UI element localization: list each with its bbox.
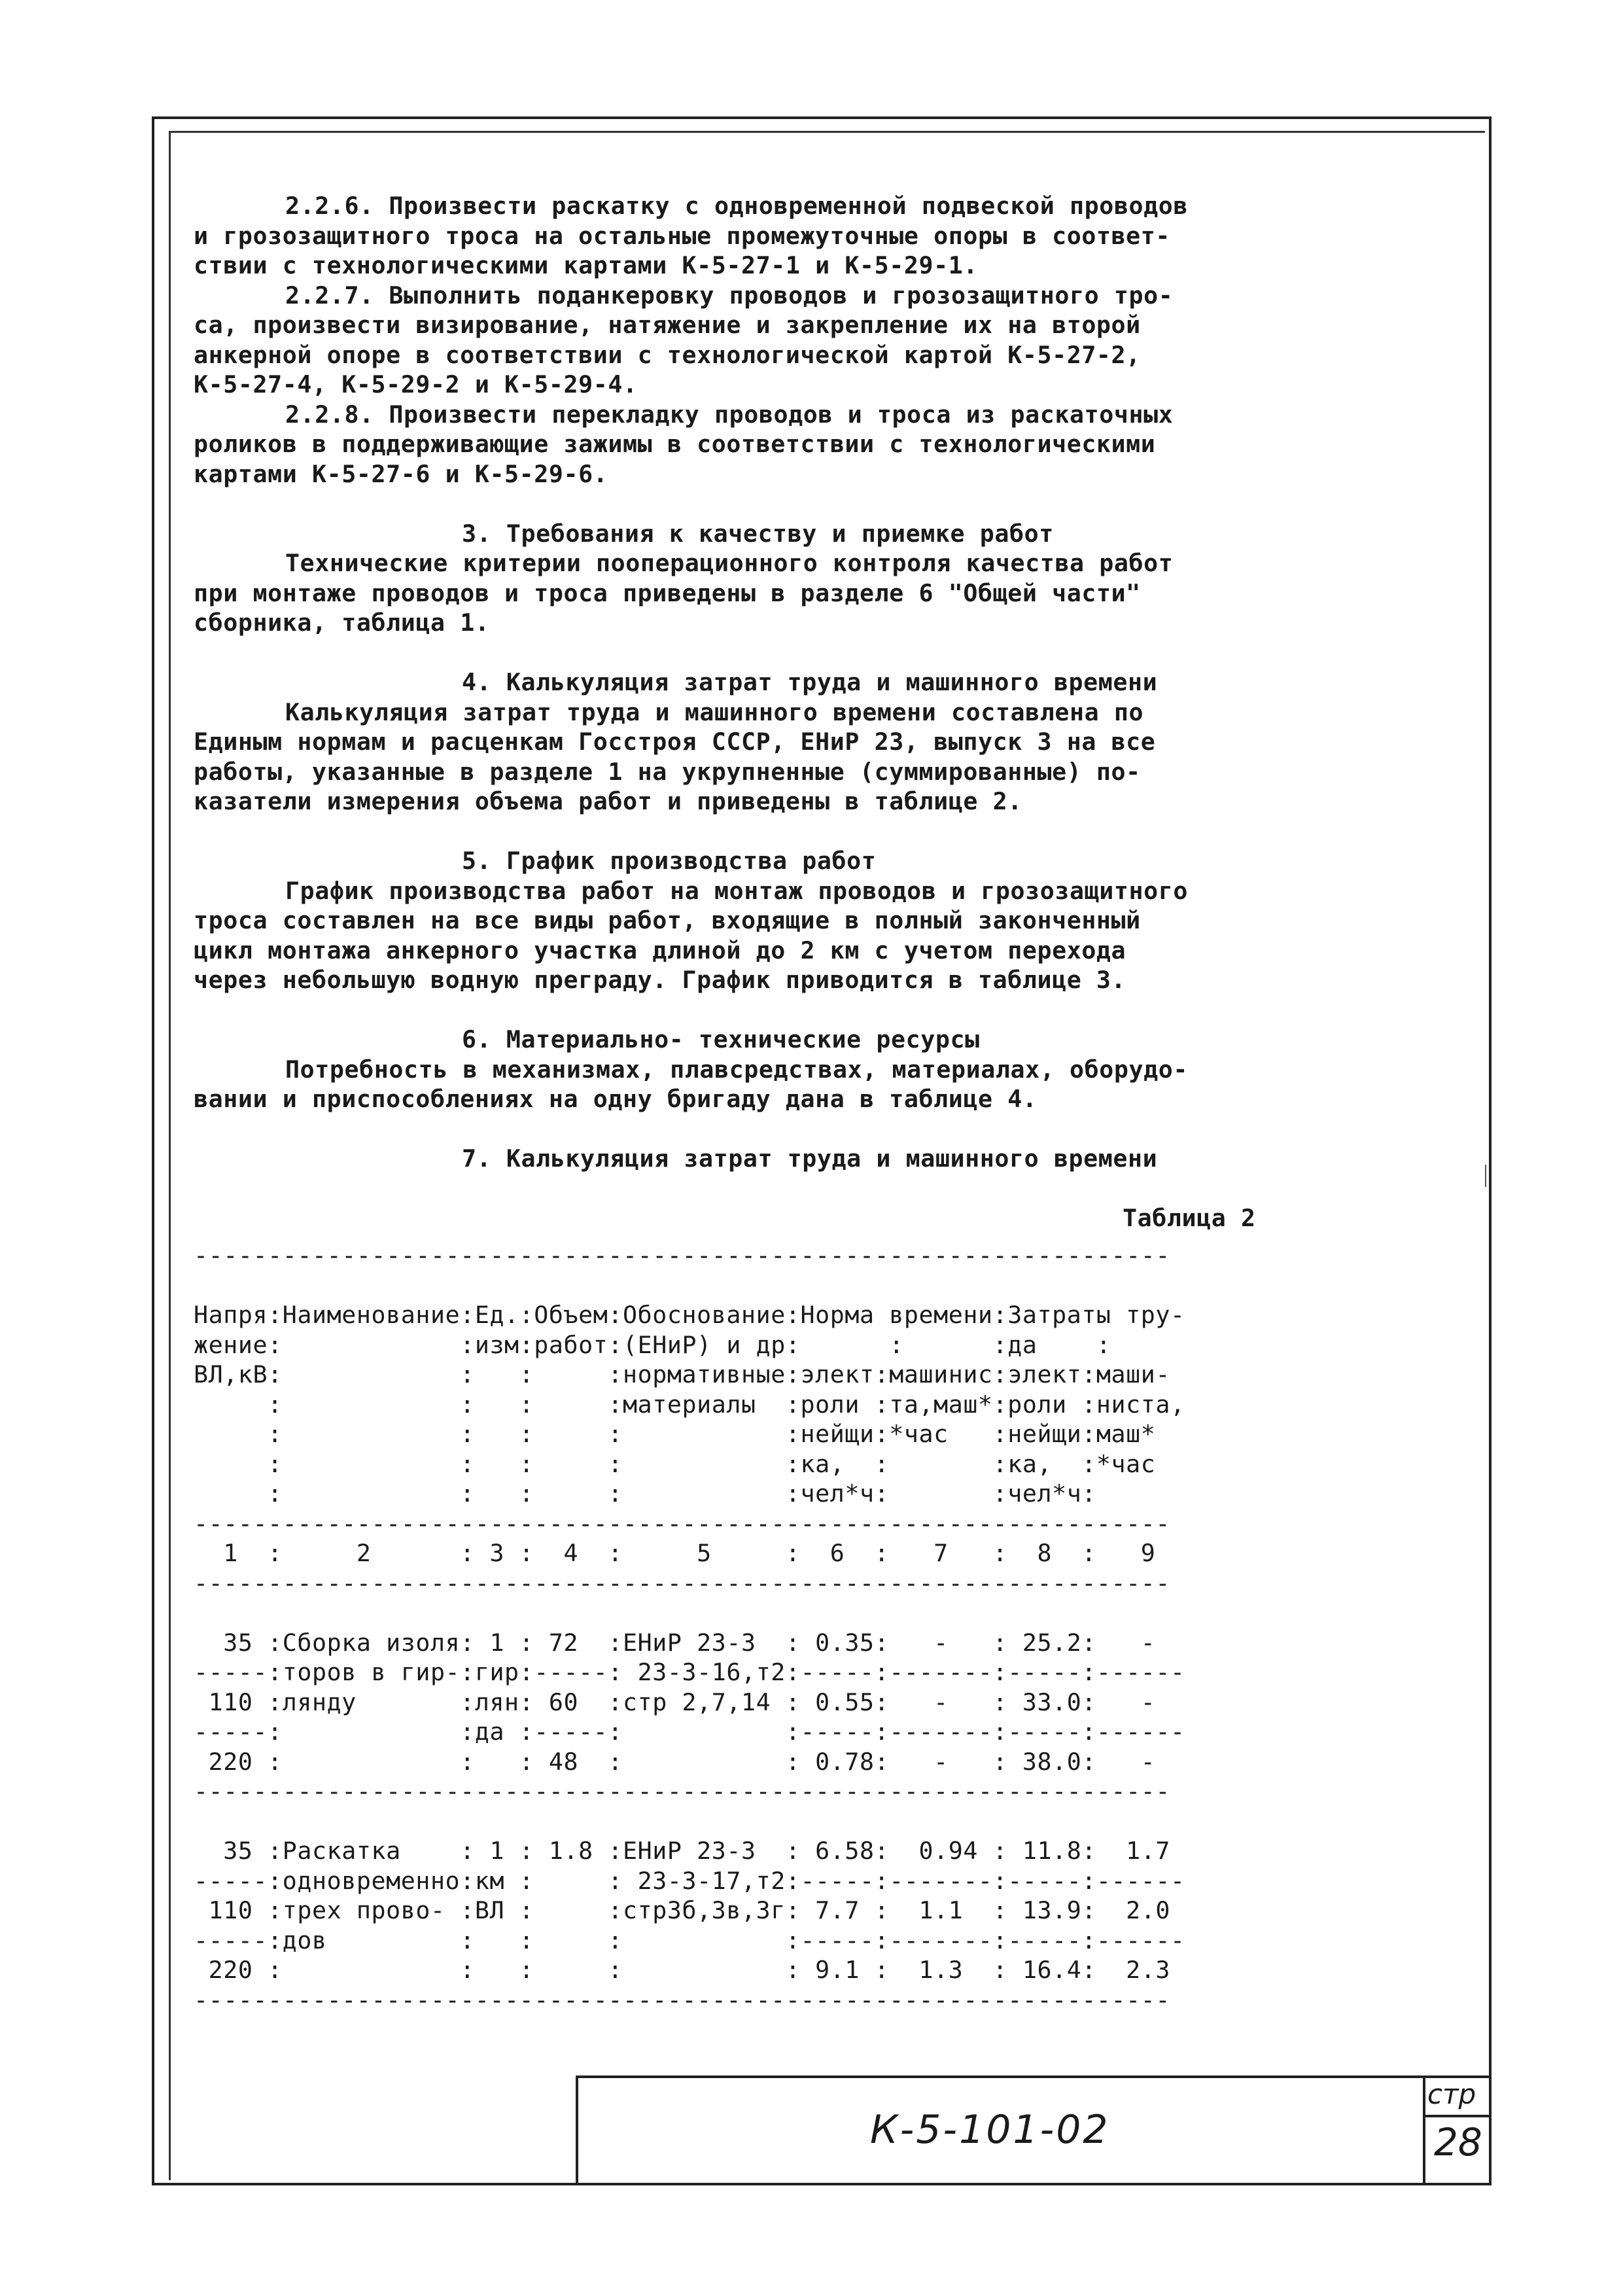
table-row: жение: :изм:работ:(ЕНиР) и др: : :да : xyxy=(194,1330,1111,1359)
section-heading: 3. Требования к качеству и приемке работ xyxy=(462,519,1054,548)
body-line: ствии с технологическими картами К-5-27-1 и К-5-29-1. xyxy=(194,251,978,279)
table-row: ------------------------------------------------------------------ xyxy=(194,1509,1171,1538)
body-line: Потребность в механизмах, плавсредствах, материалах, оборудо- xyxy=(285,1055,1188,1084)
table-row xyxy=(194,1271,1450,1301)
sheet-divider xyxy=(1423,2115,1492,2117)
body-line xyxy=(194,817,1450,847)
body-line: вании и приспособлениях на одну бригаду дана в таблице 4. xyxy=(194,1085,1038,1113)
document-body-text xyxy=(194,191,1450,1233)
document-code: К-5-101-02 xyxy=(870,2107,1110,2153)
section-heading: 4. Калькуляция затрат труда и машинного времени xyxy=(462,668,1158,696)
sheet-number: 28 xyxy=(1434,2120,1482,2164)
body-line xyxy=(194,995,1450,1025)
body-line: График производства работ на монтаж проводов и грозозащитного xyxy=(285,876,1188,905)
body-line: цикл монтажа анкерного участка длиной до 2 км с учетом перехода xyxy=(194,936,1126,964)
section-heading: 7. Калькуляция затрат труда и машинного времени xyxy=(462,1144,1158,1173)
table-row xyxy=(194,1598,1450,1628)
table-row: ------------------------------------------------------------------ xyxy=(194,1241,1171,1269)
body-line xyxy=(194,489,1450,519)
table-row: ------------------------------------------------------------------ xyxy=(194,1777,1171,1805)
body-line: и грозозащитного троса на остальные промежуточные опоры в соответ- xyxy=(194,221,1171,250)
body-line: 2.2.7. Выполнить поданкеровку проводов и грозозащитного тро- xyxy=(285,281,1174,309)
table-row: : : : : :ка, : :ка, :*час xyxy=(194,1449,1156,1478)
body-line xyxy=(194,1174,1450,1204)
body-line: Технические критерии пооперационного контроля качества работ xyxy=(285,549,1174,577)
table-row: ------------------------------------------------------------------ xyxy=(194,1568,1171,1597)
table-row: -----:дов : : : :-----:-------:-----:------ xyxy=(194,1926,1185,1954)
body-line: работы, указанные в разделе 1 на укрупненные (суммированные) по- xyxy=(194,757,1141,786)
table-row: : : : :материалы :роли :та,маш*:роли :ниста, xyxy=(194,1390,1185,1419)
body-line xyxy=(194,638,1450,668)
body-line: картами К-5-27-6 и К-5-29-6. xyxy=(194,459,608,488)
table-row: -----:одновременно:км : : 23-3-17,т2:-----:-------:-----:------ xyxy=(194,1866,1185,1895)
body-line xyxy=(194,1114,1450,1144)
body-line: К-5-27-4, К-5-29-2 и К-5-29-4. xyxy=(194,370,638,398)
table-row: : : : : :нейщи:*час :нейщи:маш* xyxy=(194,1420,1156,1448)
body-line: Калькуляция затрат труда и машинного времени составлена по xyxy=(285,698,1144,726)
table-row: 1 : 2 : 3 : 4 : 5 : 6 : 7 : 8 : 9 xyxy=(194,1539,1156,1567)
table-row: 110 :трех прово- :ВЛ : :стр3б,3в,3г: 7.7 : 1.1 : 13.9: 2.0 xyxy=(194,1896,1171,1924)
table-row: -----: :да :-----: :-----:-------:-----:------ xyxy=(194,1718,1185,1746)
sheet-label: стр xyxy=(1427,2078,1476,2110)
body-line: троса составлен на все виды работ, входящие в полный законченный xyxy=(194,906,1141,934)
body-line: 2.2.6. Произвести раскатку с одновременной подвеской проводов xyxy=(285,192,1188,220)
table-row xyxy=(194,1807,1450,1837)
body-line: Единым нормам и расценкам Госстроя СССР, ЕНиР 23, выпуск 3 на все xyxy=(194,728,1156,756)
body-line: через небольшую водную преграду. График приводится в таблице 3. xyxy=(194,966,1126,994)
section-heading: 5. График производства работ xyxy=(462,847,877,875)
body-line: анкерной опоре в соответствии с технологической картой К-5-27-2, xyxy=(194,340,1141,369)
table-row: ------------------------------------------------------------------ xyxy=(194,1985,1171,2014)
body-line: 2.2.8. Произвести перекладку проводов и троса из раскаточных xyxy=(285,400,1174,429)
margin-mark xyxy=(1485,1165,1492,1187)
table-row: 110 :лянду :лян: 60 :стр 2,7,14 : 0.55: - : 33.0: - xyxy=(194,1687,1156,1716)
table-row: 220 : : : 48 : : 0.78: - : 38.0: - xyxy=(194,1747,1156,1776)
table-row: -----:торов в гир-:гир:-----: 23-3-16,т2:-----:-------:-----:------ xyxy=(194,1658,1185,1686)
table-row: 35 :Сборка изоля: 1 : 72 :ЕНиР 23-3 : 0.35: - : 25.2: - xyxy=(194,1628,1156,1657)
table-row: 220 : : : : : 9.1 : 1.3 : 16.4: 2.3 xyxy=(194,1956,1171,1984)
table-caption: Таблица 2 xyxy=(1123,1204,1256,1232)
table-row: : : : : :чел*ч: :чел*ч: xyxy=(194,1479,1096,1508)
section-heading: 6. Материально- технические ресурсы xyxy=(462,1025,980,1053)
body-line: са, произвести визирование, натяжение и закрепление их на второй xyxy=(194,311,1141,339)
body-line: сборника, таблица 1. xyxy=(194,609,490,637)
body-line: при монтаже проводов и троса приведены в разделе 6 "Общей части" xyxy=(194,578,1141,607)
table-row: 35 :Раскатка : 1 : 1.8 :ЕНиР 23-3 : 6.58: 0.94 : 11.8: 1.7 xyxy=(194,1837,1171,1865)
body-line: роликов в поддерживающие зажимы в соответствии с технологическими xyxy=(194,430,1156,458)
labor-cost-table xyxy=(194,1241,1450,2015)
table-row: ВЛ,кВ: : : :нормативные:элект:машинис:элект:маши- xyxy=(194,1360,1171,1388)
table-row: Напря:Наименование:Ед.:Объем:Обоснование:Норма времени:Затраты тру- xyxy=(194,1301,1185,1329)
body-line: казатели измерения объема работ и приведены в таблице 2. xyxy=(194,787,1022,815)
